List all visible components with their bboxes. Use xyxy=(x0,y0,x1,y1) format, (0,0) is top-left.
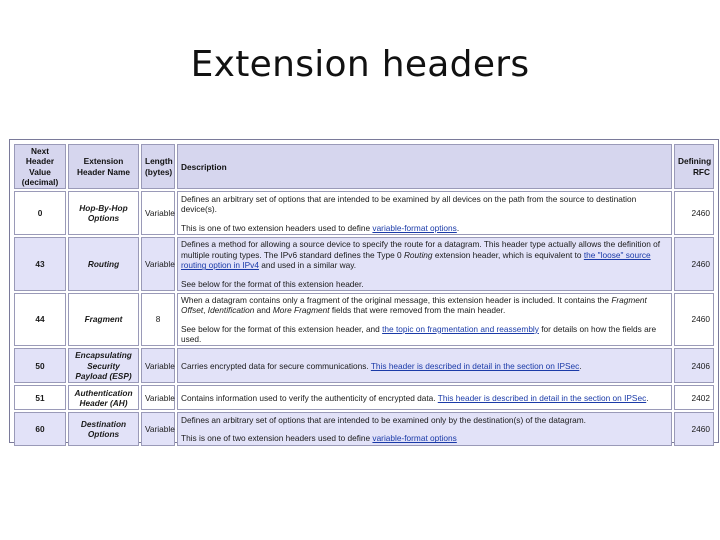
table-row xyxy=(14,237,714,290)
col-header-value: Next Header Value (decimal) xyxy=(14,144,66,189)
extension-header-name: Hop-By-Hop Options xyxy=(68,191,139,235)
header-length: Variable xyxy=(141,237,175,290)
loose-source-routing-link[interactable]: the "loose" source routing option in IPv4 xyxy=(181,249,651,271)
header-description xyxy=(177,412,672,446)
extension-header-name: Encapsulating Security Payload (ESP) xyxy=(68,348,139,383)
table-row xyxy=(14,348,714,383)
next-header-value: 60 xyxy=(14,412,66,446)
table-row xyxy=(14,385,714,410)
next-header-value: 0 xyxy=(14,191,66,235)
header-description xyxy=(177,348,672,383)
header-length: Variable xyxy=(141,191,175,235)
description-text: When a datagram contains only a fragment of the original message, this extension header is included. It contains the Fragment Offset, Identification and More Fragment fields that were removed from the main header. xyxy=(181,294,647,316)
extension-headers-table xyxy=(9,139,719,443)
extension-header-name: Routing xyxy=(68,237,139,290)
defining-rfc: 2402 xyxy=(674,385,714,410)
header-description xyxy=(177,191,672,235)
next-header-value: 51 xyxy=(14,385,66,410)
header-length: Variable xyxy=(141,412,175,446)
col-header-name: Extension Header Name xyxy=(68,144,139,189)
fragmentation-reassembly-link[interactable]: the topic on fragmentation and reassembly xyxy=(382,323,539,334)
description-text: This is one of two extension headers used to define variable-format options xyxy=(181,433,457,444)
header-description xyxy=(177,293,672,346)
header-length: Variable xyxy=(141,385,175,410)
description-text: Carries encrypted data for secure communications. This header is described in detail in the section on IPSec. xyxy=(181,360,582,371)
ipsec-esp-link[interactable]: This header is described in detail in the section on IPSec xyxy=(370,360,580,371)
header-length: 8 xyxy=(141,293,175,346)
description-text: Defines an arbitrary set of options that are intended to be examined by all devices on the path from the source to destination device(s). xyxy=(181,193,637,215)
extension-header-name: Destination Options xyxy=(68,412,139,446)
defining-rfc: 2460 xyxy=(674,412,714,446)
header-description xyxy=(177,237,672,290)
defining-rfc: 2460 xyxy=(674,191,714,235)
extension-header-name: Authentication Header (AH) xyxy=(68,385,139,410)
slide-title: Extension headers xyxy=(190,44,530,85)
table-header-row xyxy=(14,144,714,189)
variable-format-options-link[interactable]: variable-format options xyxy=(372,433,457,444)
next-header-value: 50 xyxy=(14,348,66,383)
table-row xyxy=(14,293,714,346)
description-text: See below for the format of this extension header, and the topic on fragmentation and reassembly for details on how the fields are used. xyxy=(181,323,657,344)
header-length: Variable xyxy=(141,348,175,383)
col-header-length: Length (bytes) xyxy=(141,144,175,189)
table-row xyxy=(14,191,714,235)
ipsec-ah-link[interactable]: This header is described in detail in the section on IPSec xyxy=(437,392,647,403)
next-header-value: 43 xyxy=(14,237,66,290)
defining-rfc: 2460 xyxy=(674,237,714,290)
col-header-rfc: Defining RFC xyxy=(674,144,714,189)
variable-format-options-link[interactable]: variable-format options xyxy=(372,222,457,233)
description-text: See below for the format of this extension header. xyxy=(181,278,364,289)
table-row xyxy=(14,412,714,446)
defining-rfc: 2460 xyxy=(674,293,714,346)
defining-rfc: 2406 xyxy=(674,348,714,383)
header-description xyxy=(177,385,672,410)
description-text: Contains information used to verify the authenticity of encrypted data. This header is described in detail in the section on IPSec. xyxy=(181,392,649,403)
description-text: This is one of two extension headers used to define variable-format options. xyxy=(181,222,460,233)
description-text: Defines an arbitrary set of options that are intended to be examined only by the destination(s) of the datagram. xyxy=(181,415,586,426)
next-header-value: 44 xyxy=(14,293,66,346)
col-header-description: Description xyxy=(177,144,672,189)
extension-header-name: Fragment xyxy=(68,293,139,346)
description-text: Defines a method for allowing a source device to specify the route for a datagram. This header type actually allows the definition of multiple routing types. The IPv6 standard defines the Type 0 Routing extension header, which is equivalent to the "loose" source routing option in IPv4 and used in a similar way. xyxy=(181,239,661,271)
